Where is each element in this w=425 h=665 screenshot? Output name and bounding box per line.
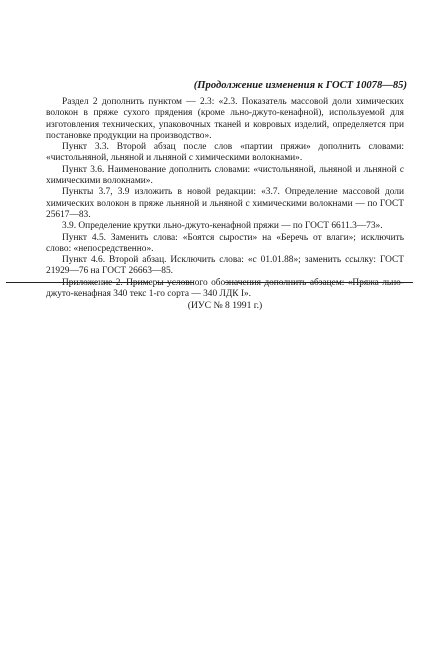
paragraph-appendix-2: Приложение 2. Примеры условного обозначения дополнить абзацем: «Пряжа льно-джуто-кенафная 340 текс 1-го сорта — 340 ЛДК I».	[46, 277, 404, 300]
separator-rule	[103, 282, 150, 283]
separator-rule	[6, 282, 98, 283]
paragraph-section-2: Раздел 2 дополнить пунктом — 2.3: «2.3. Показатель массовой доли химических волокон в пряже сухого прядения (кроме льно-джуто-кенафной), используемой для изготовления технических, упаковочных тканей и ковровых изделий, определяется при постановке продукции на производство».	[46, 97, 404, 141]
document-body	[46, 97, 404, 312]
izs-reference: (ИУС № 8 1991 г.)	[187, 300, 263, 312]
separator-rule	[156, 282, 194, 283]
paragraph-item-3-3: Пункт 3.3. Второй абзац после слов «партии пряжи» дополнить словами: «чистольняной, льняной и льняной с химическими волокнами».	[46, 142, 404, 164]
paragraph-item-4-6: Пункт 4.6. Второй абзац. Исключить слова: «с 01.01.88»; заменить ссылку: ГОСТ 21929—76 на ГОСТ 26663—85.	[46, 255, 404, 277]
paragraph-item-4-5: Пункт 4.5. Заменить слова: «Боятся сырости» на «Беречь от влаги»; исключить слово: «непосредственно».	[46, 232, 404, 254]
separator-rule	[225, 282, 413, 283]
continuation-header: (Продолжение изменения к ГОСТ 10078—85)	[193, 80, 407, 91]
paragraph-item-3-6: Пункт 3.6. Наименование дополнить словами: «чистольняной, льняной и льняной с химическими волокнами».	[46, 164, 404, 187]
paragraph-items-3-7-3-9: Пункты 3.7, 3.9 изложить в новой редакции: «3.7. Определение массовой доли химических волокон в пряже льняной и льняной с химическими волокнами — по ГОСТ 25617—83.	[46, 187, 404, 220]
paragraph-item-3-9: 3.9. Определение крутки льно-джуто-кенафной пряжи — по ГОСТ 6611.3—73».	[62, 221, 383, 232]
